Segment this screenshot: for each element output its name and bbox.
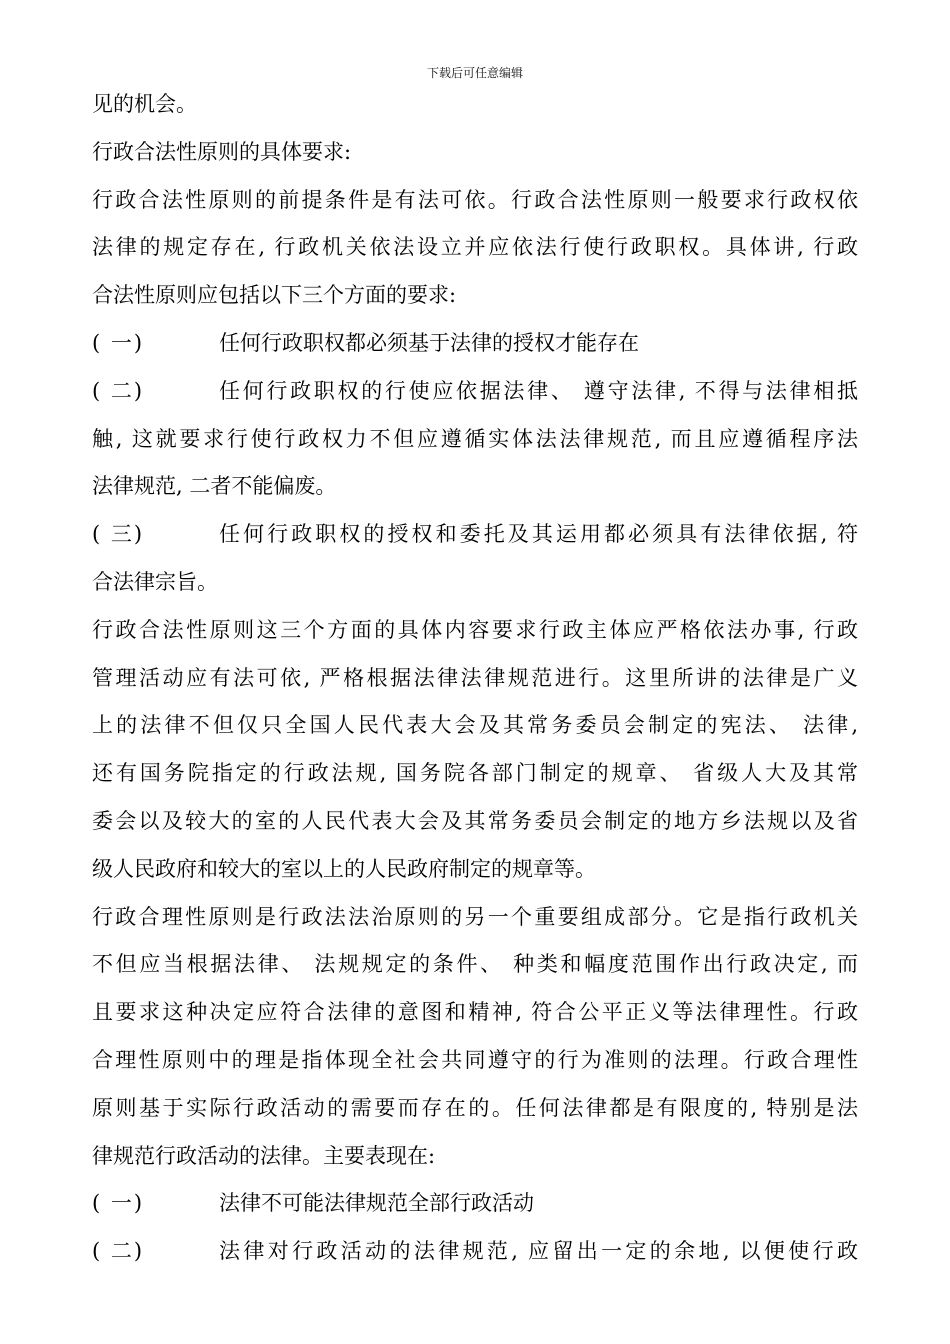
- paragraph-line: 原则基于实际行政活动的需要而存在的。任何法律都是有限度的, 特别是法: [92, 1095, 858, 1120]
- list-item-text: 任何行政职权的授权和委托及其运用都必须具有法律依据, 符: [219, 522, 858, 547]
- list-item-number: ( 二): [92, 1239, 145, 1264]
- paragraph-line: 合理性原则中的理是指体现全社会共同遵守的行为准则的法理。行政合理性: [92, 1047, 858, 1072]
- paragraph-line: 行政合法性原则的前提条件是有法可依。行政合法性原则一般要求行政权依: [92, 187, 858, 212]
- paragraph-line: 法律的规定存在, 行政机关依法设立并应依法行使行政职权。具体讲, 行政: [92, 235, 858, 260]
- paragraph-line: 委会以及较大的室的人民代表大会及其常务委员会制定的地方乡法规以及省: [92, 808, 858, 833]
- list-item-text: 任何行政职权都必须基于法律的授权才能存在: [219, 330, 639, 355]
- paragraph-line: 上的法律不但仅只全国人民代表大会及其常务委员会制定的宪法、 法律,: [92, 713, 858, 738]
- paragraph-line: 合法性原则应包括以下三个方面的要求:: [92, 283, 457, 308]
- page-header: 下载后可任意编辑: [426, 66, 523, 80]
- paragraph-line: 律规范行政活动的法律。主要表现在:: [92, 1143, 436, 1168]
- paragraph-line: 行政合理性原则是行政法法治原则的另一个重要组成部分。它是指行政机关: [92, 904, 858, 929]
- list-item: [92, 511, 858, 559]
- paragraph-line: 触, 这就要求行使行政权力不但应遵循实体法法律规范, 而且应遵循程序法: [92, 426, 858, 451]
- section-heading: 行政合法性原则的具体要求:: [92, 139, 352, 164]
- paragraph-line: 行政合法性原则这三个方面的具体内容要求行政主体应严格依法办事, 行政: [92, 617, 858, 642]
- list-item: [92, 1180, 858, 1228]
- paragraph-line: 还有国务院指定的行政法规, 国务院各部门制定的规章、 省级人大及其常: [92, 761, 858, 786]
- paragraph-line: 级人民政府和较大的室以上的人民政府制定的规章等。: [92, 856, 596, 881]
- paragraph-line: 合法律宗旨。: [92, 569, 218, 594]
- list-item: [92, 320, 858, 368]
- list-item-text: 法律对行政活动的法律规范, 应留出一定的余地, 以便使行政: [219, 1239, 858, 1264]
- paragraph-line: 且要求这种决定应符合法律的意图和精神, 符合公平正义等法律理性。行政: [92, 1000, 858, 1025]
- list-item-text: 法律不可能法律规范全部行政活动: [219, 1191, 534, 1216]
- paragraph-line: 不但应当根据法律、 法规规定的条件、 种类和幅度范围作出行政决定, 而: [92, 952, 858, 977]
- document-body: [92, 81, 858, 1276]
- list-item-number: ( 二): [92, 378, 145, 403]
- paragraph-line: 法律规范, 二者不能偏废。: [92, 474, 337, 499]
- list-item: [92, 368, 858, 416]
- list-item-number: ( 一): [92, 1191, 145, 1216]
- paragraph-line: 管理活动应有法可依, 严格根据法律法律规范进行。这里所讲的法律是广义: [92, 665, 858, 690]
- list-item-number: ( 一): [92, 330, 145, 355]
- paragraph-line: 见的机会。: [92, 92, 197, 116]
- list-item-text: 任何行政职权的行使应依据法律、 遵守法律, 不得与法律相抵: [219, 378, 858, 403]
- list-item-number: ( 三): [92, 522, 145, 547]
- list-item: [92, 1228, 858, 1276]
